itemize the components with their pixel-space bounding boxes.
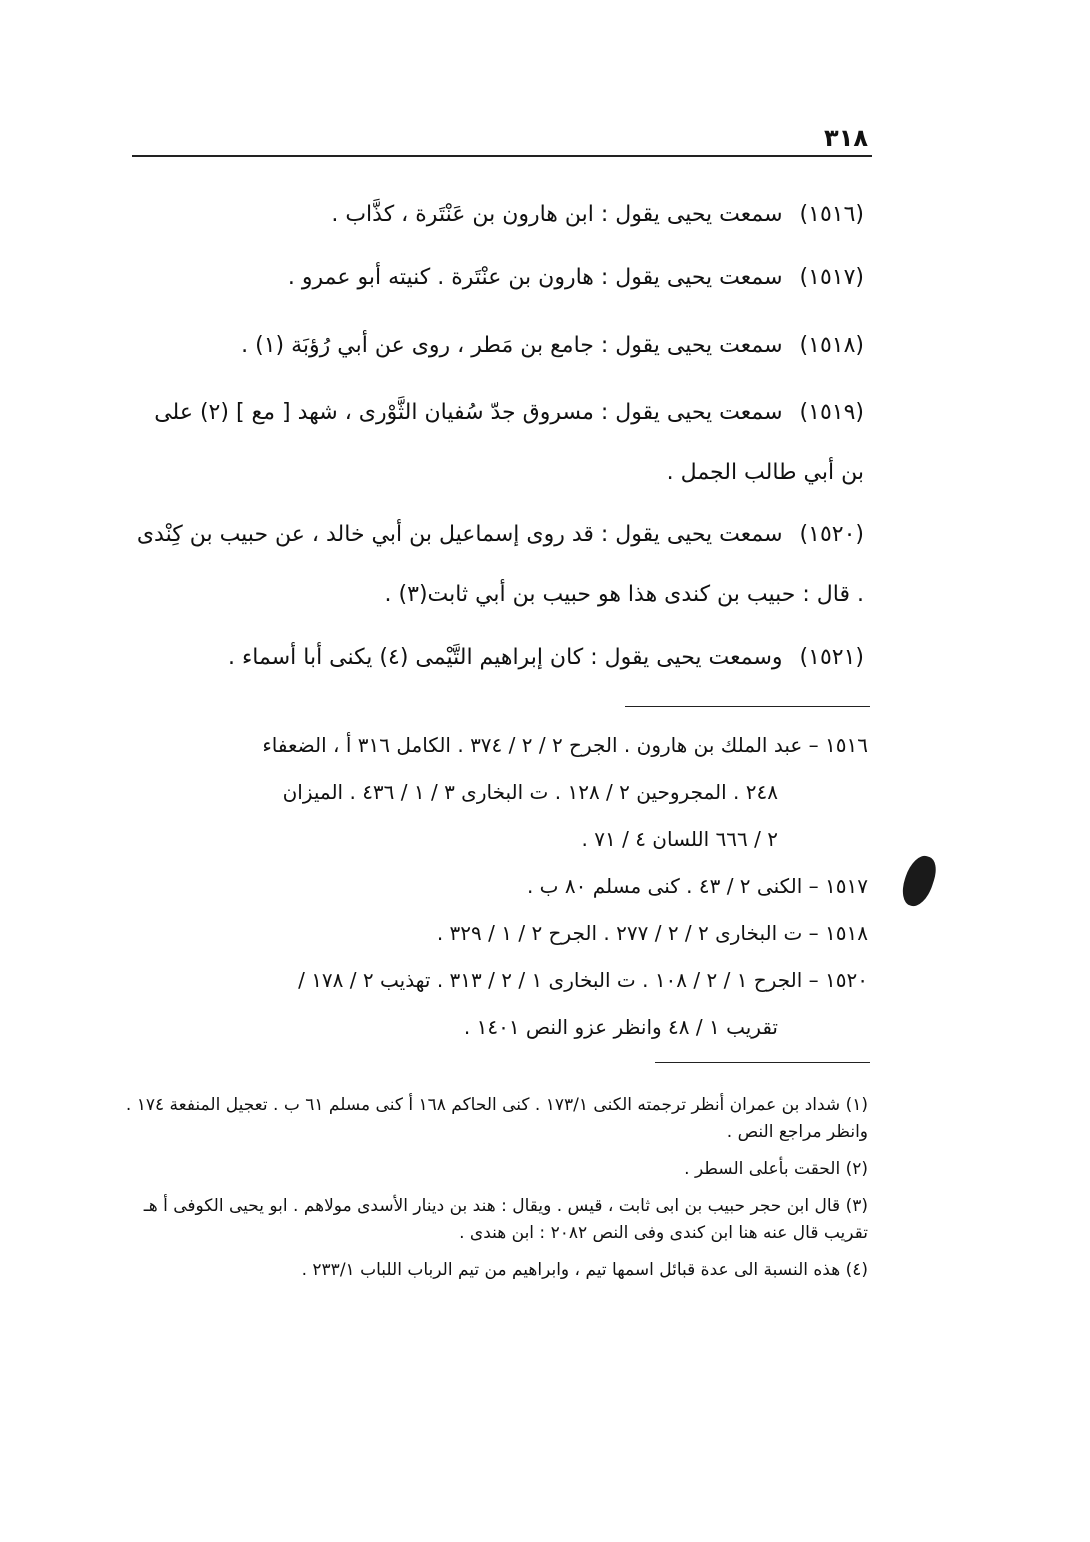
entry-text: سمعت يحيى يقول : هارون بن عنْتَرة . كنيته أبو عمرو . <box>287 265 783 290</box>
footnotes-rule <box>655 1062 870 1063</box>
footnote: (٣) قال ابن حجر حبيب بن ابى ثابت ، قيس . ويقال : هند بن دينار الأسدى مولاهم . ابو يحيى الكوفى أ هـ تقريب قال عنه هنا ابن كندى وفى النص ٢٠٨٢ : ابن هندى . <box>143 1196 868 1243</box>
entry-text: سمعت يحيى يقول : قد روى إسماعيل بن أبي خالد ، عن حبيب بن كِنْدى . قال : حبيب بن كندى هذا هو حبيب بن أبي ثابت(٣) . <box>136 522 864 607</box>
sources-rule <box>625 706 870 707</box>
source-line: ١٥١٦ – عبد الملك بن هارون . الجرح ٢ / ٢ / ٣٧٤ . الكامل ٣١٦ أ ، الضعفاء <box>262 733 868 757</box>
source-line: تقريب ١ / ٤٨ وانظر عزو النص ١٤٠١ . <box>463 1015 778 1039</box>
source-line: ١٥١٧ – الكنى ٢ / ٤٣ . كنى مسلم ٨٠ ب . <box>526 874 868 898</box>
source-entry <box>128 957 868 1051</box>
entry-number: (١٥١٧) <box>799 265 864 290</box>
source-entry <box>128 722 868 863</box>
entry-number: (١٥٢١) <box>799 645 864 670</box>
hadith-entry <box>134 185 864 245</box>
footnotes-block <box>123 1092 868 1294</box>
source-entry <box>128 863 868 910</box>
hadith-entry <box>134 628 864 688</box>
hadith-entry <box>134 505 864 625</box>
footnote: (١) شداد بن عمران أنظر ترجمته الكنى ١٧٣/١ . كنى الحاكم ١٦٨ أ كنى مسلم ٦١ ب . تعجيل المنفعة ١٧٤ . وانظر مراجع النص . <box>125 1095 868 1142</box>
entry-number: (١٥٢٠) <box>799 522 864 547</box>
source-entry <box>128 910 868 957</box>
header-rule <box>132 155 872 157</box>
source-line: ٢٤٨ . المجروحين ٢ / ١٢٨ . ت البخارى ٣ / ١ / ٤٣٦ . الميزان <box>282 780 778 804</box>
entry-number: (١٥١٦) <box>799 202 864 227</box>
hadith-entry <box>134 248 864 308</box>
source-line: ٢ / ٦٦٦ اللسان ٤ / ٧١ . <box>581 827 778 851</box>
ink-smudge <box>898 852 941 910</box>
hadith-entry <box>134 316 864 376</box>
entry-text: وسمعت يحيى يقول : كان إبراهيم التَّيْمى (٤) يكنى أبا أسماء . <box>227 645 783 670</box>
source-line: ١٥٢٠ – الجرح ١ / ٢ / ١٠٨ . ت البخارى ١ / ٢ / ٣١٣ . تهذيب ٢ / ١٧٨ / <box>298 968 868 992</box>
footnote: (٢) الحقت بأعلى السطر . <box>684 1159 868 1179</box>
entry-number: (١٥١٨) <box>799 333 864 358</box>
page-number: ٣١٨ <box>824 124 868 152</box>
footnote: (٤) هذه النسبة الى عدة قبائل اسمها تيم ، وابراهيم من تيم الرباب اللباب ٢٣٣/١ . <box>301 1260 868 1280</box>
entry-number: (١٥١٩) <box>799 400 864 425</box>
sources-block <box>128 722 868 1051</box>
entry-text: سمعت يحيى يقول : ابن هارون بن عَنْتَرة ، كذَّاب . <box>331 202 783 227</box>
source-line: ١٥١٨ – ت البخارى ٢ / ٢ / ٢٧٧ . الجرح ٢ / ١ / ٣٢٩ . <box>436 921 868 945</box>
entry-text: سمعت يحيى يقول : مسروق جدّ سُفيان الثَّوْرى ، شهد [ مع ] (٢) على بن أبي طالب الجمل . <box>154 400 864 485</box>
hadith-entry <box>134 383 864 503</box>
entry-text: سمعت يحيى يقول : جامع بن مَطر ، روى عن أبي رُؤبَة (١) . <box>241 333 783 358</box>
